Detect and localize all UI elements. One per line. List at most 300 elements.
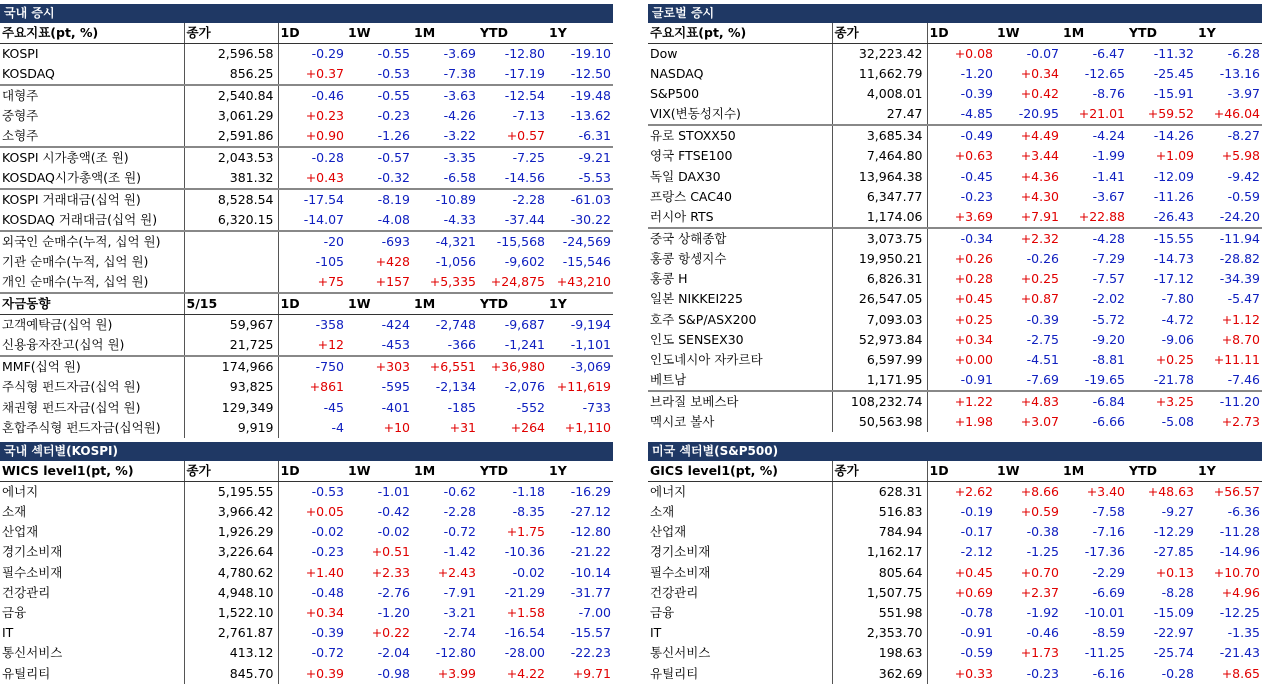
- table-row: [0, 64, 613, 85]
- global-market-table: [648, 23, 1262, 432]
- row-change: -7.25: [478, 147, 547, 168]
- domestic-market-table: [0, 23, 613, 438]
- row-change: -7.29: [1092, 251, 1125, 267]
- header-label: 주요지표(pt, %): [0, 23, 184, 44]
- row-close: 2,591.86: [184, 126, 278, 147]
- row-label: 일본 NIKKEI225: [648, 289, 832, 309]
- row-change: -1.20: [960, 66, 993, 82]
- row-close: 381.32: [184, 168, 278, 189]
- header-row: [648, 461, 1262, 482]
- row-change: -15.57: [570, 625, 611, 641]
- row-change: -7.58: [1092, 504, 1125, 520]
- table-row: [648, 269, 1262, 289]
- row-change: -0.42: [377, 504, 410, 520]
- row-label: 필수소비재: [648, 563, 832, 583]
- row-change: +0.05: [305, 504, 344, 520]
- row-change: -3.21: [443, 605, 476, 621]
- row-change: -12.50: [570, 66, 611, 81]
- row-change: +8.65: [1221, 665, 1260, 681]
- row-change: -22.97: [1153, 625, 1194, 641]
- row-change: -2,134: [435, 379, 476, 395]
- row-change: +46.04: [1213, 106, 1260, 122]
- row-change: +1,110: [564, 419, 611, 435]
- table-row: [0, 482, 613, 503]
- table-row: [648, 563, 1262, 583]
- table-row: [0, 44, 613, 65]
- row-change: -0.39: [960, 86, 993, 102]
- row-change: -2.76: [377, 584, 410, 600]
- row-change: -7.38: [443, 66, 476, 81]
- row-label: 유틸리티: [648, 664, 832, 684]
- header-period: 1M: [412, 293, 478, 315]
- header-row: [0, 23, 613, 44]
- header-period: 1W: [995, 23, 1061, 44]
- row-change: -0.02: [377, 524, 410, 540]
- row-change: -0.23: [960, 188, 993, 204]
- row-change: +0.70: [1020, 564, 1059, 580]
- row-close: 3,685.34: [832, 125, 927, 146]
- row-change: -11.20: [1196, 391, 1262, 412]
- row-change: -0.28: [1161, 665, 1194, 681]
- row-label: 주식형 펀드자금(십억 원): [0, 377, 184, 397]
- row-change: +157: [375, 274, 410, 290]
- row-change: -2.02: [1092, 291, 1125, 307]
- row-label: 인도 SENSEX30: [648, 330, 832, 350]
- header-period: 1Y: [547, 293, 613, 315]
- table-row: [648, 167, 1262, 187]
- header-period: 1M: [412, 23, 478, 44]
- row-label: S&P500: [648, 84, 832, 104]
- row-change: +12: [317, 337, 344, 353]
- row-label: 혼합주식형 펀드자금(십억원): [0, 418, 184, 438]
- row-label: 통신서비스: [0, 643, 184, 663]
- table-row: [0, 623, 613, 643]
- row-change: -4.28: [1061, 228, 1127, 249]
- row-label: NASDAQ: [648, 64, 832, 84]
- row-close: 2,761.87: [184, 623, 278, 643]
- row-label: IT: [0, 623, 184, 643]
- row-change: -1.41: [1092, 168, 1125, 184]
- row-change: +56.57: [1213, 484, 1260, 499]
- row-change: -19.48: [547, 85, 613, 106]
- row-change: -14.07: [303, 212, 344, 228]
- row-change: +59.52: [1147, 106, 1194, 122]
- table-row: [0, 522, 613, 542]
- row-close: 26,547.05: [832, 289, 927, 309]
- row-change: +9.71: [572, 665, 611, 681]
- table-row: [648, 623, 1262, 643]
- row-change: -358: [315, 317, 344, 333]
- row-close: 845.70: [184, 664, 278, 684]
- row-label: 유로 STOXX50: [648, 125, 832, 146]
- row-change: -16.29: [570, 484, 611, 499]
- row-label: 대형주: [0, 85, 184, 106]
- table-row: [648, 310, 1262, 330]
- row-change: -2,748: [435, 317, 476, 333]
- row-change: -17.19: [504, 66, 545, 81]
- row-change: -22.23: [570, 645, 611, 661]
- row-label: 건강관리: [648, 583, 832, 603]
- row-change: -13.16: [1219, 66, 1260, 82]
- row-change: -0.59: [1227, 188, 1260, 204]
- row-change: +1.73: [1020, 645, 1059, 661]
- row-change: -0.91: [960, 372, 993, 388]
- row-change: -10.01: [1084, 605, 1125, 621]
- row-change: -21.78: [1153, 372, 1194, 388]
- row-change: -34.39: [1219, 271, 1260, 287]
- row-close: 856.25: [184, 64, 278, 85]
- row-change: +0.13: [1155, 564, 1194, 580]
- row-close: 52,973.84: [832, 330, 927, 350]
- us-sector-table: [648, 461, 1262, 684]
- table-row: [648, 228, 1262, 249]
- row-close: [184, 252, 278, 272]
- row-change: -14.56: [504, 170, 545, 186]
- row-change: +264: [510, 419, 545, 435]
- row-label: 외국인 순매수(누적, 십억 원): [0, 231, 184, 252]
- row-label: 경기소비재: [648, 542, 832, 562]
- row-change: +0.45: [954, 564, 993, 580]
- table-row: [648, 64, 1262, 84]
- row-change: +2.32: [995, 228, 1061, 249]
- row-change: -0.55: [346, 85, 412, 106]
- row-label: 소형주: [0, 126, 184, 147]
- row-change: +0.51: [371, 544, 410, 560]
- table-row: [0, 315, 613, 336]
- row-change: +5,335: [429, 274, 476, 290]
- row-close: 1,522.10: [184, 603, 278, 623]
- row-close: 6,320.15: [184, 210, 278, 231]
- row-close: 50,563.98: [832, 412, 927, 432]
- row-label: 독일 DAX30: [648, 167, 832, 187]
- table-row: [0, 542, 613, 562]
- row-change: -0.45: [960, 168, 993, 184]
- row-change: -4.26: [443, 108, 476, 124]
- row-change: -19.65: [1084, 372, 1125, 388]
- row-change: +0.69: [954, 584, 993, 600]
- row-change: +36,980: [478, 356, 547, 377]
- row-change: -0.02: [311, 524, 344, 540]
- header-period: 1D: [927, 461, 995, 482]
- row-change: -15,546: [562, 254, 611, 270]
- row-change: -4,321: [412, 231, 478, 252]
- row-change: -20.95: [1018, 106, 1059, 122]
- row-change: -5.08: [1161, 414, 1194, 430]
- row-change: +0.25: [1020, 271, 1059, 287]
- row-change: +1.75: [506, 524, 545, 540]
- row-change: -37.44: [504, 212, 545, 228]
- row-label: 영국 FTSE100: [648, 146, 832, 166]
- row-change: +0.39: [305, 665, 344, 681]
- row-change: +0.33: [954, 665, 993, 681]
- row-change: +303: [346, 356, 412, 377]
- row-change: -4.24: [1061, 125, 1127, 146]
- row-change: -9,602: [504, 254, 545, 270]
- row-label: KOSPI 거래대금(십억 원): [0, 189, 184, 210]
- row-change: -0.72: [311, 645, 344, 661]
- row-close: 1,174.06: [832, 207, 927, 228]
- header-close: 종가: [184, 461, 278, 482]
- row-change: -1,241: [504, 337, 545, 353]
- table-row: [0, 664, 613, 684]
- row-change: +0.90: [305, 128, 344, 144]
- us-sector-panel: [648, 442, 1262, 684]
- row-change: +11,619: [556, 379, 611, 395]
- table-row: [648, 664, 1262, 684]
- row-label: KOSPI: [0, 44, 184, 65]
- row-change: +0.00: [954, 351, 993, 367]
- row-label: 홍콩 항셍지수: [648, 249, 832, 269]
- row-close: 1,162.17: [832, 542, 927, 562]
- row-change: -733: [582, 399, 611, 415]
- row-close: 59,967: [184, 315, 278, 336]
- row-change: -17.36: [1084, 544, 1125, 560]
- row-change: -0.57: [346, 147, 412, 168]
- row-close: 93,825: [184, 377, 278, 397]
- row-change: +43,210: [556, 274, 611, 290]
- row-label: MMF(십억 원): [0, 356, 184, 377]
- header-period: 1D: [927, 23, 995, 44]
- row-change: -4.08: [377, 212, 410, 228]
- row-change: -3.22: [443, 128, 476, 144]
- row-change: +8.66: [1020, 484, 1059, 499]
- row-close: 2,353.70: [832, 623, 927, 643]
- row-change: +22.88: [1078, 208, 1125, 224]
- row-label: IT: [648, 623, 832, 643]
- row-change: -1.42: [443, 544, 476, 560]
- row-change: -2.75: [1026, 331, 1059, 347]
- row-change: -693: [346, 231, 412, 252]
- row-change: -0.23: [377, 108, 410, 124]
- row-label: KOSDAQ 거래대금(십억 원): [0, 210, 184, 231]
- header-label: 자금동향: [0, 293, 184, 315]
- row-change: +75: [317, 274, 344, 290]
- table-row: [648, 249, 1262, 269]
- row-close: 129,349: [184, 398, 278, 418]
- row-change: -0.38: [1026, 524, 1059, 540]
- header-period: 1W: [995, 461, 1061, 482]
- row-label: 베트남: [648, 370, 832, 391]
- row-change: -12.80: [504, 46, 545, 61]
- row-change: +0.34: [305, 605, 344, 621]
- row-close: 21,725: [184, 335, 278, 356]
- row-change: -11.26: [1153, 188, 1194, 204]
- row-change: -453: [381, 337, 410, 353]
- row-change: -6.16: [1092, 665, 1125, 681]
- row-change: -0.29: [311, 46, 344, 61]
- row-change: -105: [315, 254, 344, 270]
- row-change: +1.58: [506, 605, 545, 621]
- header-row: [0, 461, 613, 482]
- row-change: +0.57: [506, 128, 545, 144]
- row-change: -17.54: [278, 189, 346, 210]
- header-period: 1Y: [547, 23, 613, 44]
- row-label: 채권형 펀드자금(십억 원): [0, 398, 184, 418]
- row-change: -4.72: [1161, 311, 1194, 327]
- row-change: -1.99: [1092, 148, 1125, 164]
- panel-title: 글로벌 증시: [648, 4, 1262, 23]
- header-row: [648, 23, 1262, 44]
- row-change: -1.92: [1026, 605, 1059, 621]
- row-change: -12.29: [1153, 524, 1194, 540]
- table-row: [648, 603, 1262, 623]
- row-change: +2.37: [1020, 584, 1059, 600]
- row-close: 2,043.53: [184, 147, 278, 168]
- row-change: +24,875: [490, 274, 545, 290]
- row-change: -0.72: [443, 524, 476, 540]
- row-label: 에너지: [648, 482, 832, 503]
- row-change: -1.20: [377, 605, 410, 621]
- row-close: 9,919: [184, 418, 278, 438]
- row-change: +0.37: [305, 66, 344, 81]
- row-close: 784.94: [832, 522, 927, 542]
- row-change: +0.34: [1020, 66, 1059, 82]
- row-change: +0.63: [954, 148, 993, 164]
- row-change: -1,101: [570, 337, 611, 353]
- row-change: -45: [323, 399, 344, 415]
- kospi-sector-table: [0, 461, 613, 684]
- row-label: 브라질 보베스타: [648, 391, 832, 412]
- header-period: 1W: [346, 461, 412, 482]
- row-change: -0.39: [1026, 311, 1059, 327]
- row-change: -5.53: [578, 170, 611, 186]
- row-change: -2.28: [478, 189, 547, 210]
- row-change: -0.78: [960, 605, 993, 621]
- table-row: [0, 643, 613, 663]
- row-change: -6.36: [1227, 504, 1260, 520]
- row-change: -14.73: [1153, 251, 1194, 267]
- row-change: -0.26: [1026, 251, 1059, 267]
- row-change: +2.43: [437, 564, 476, 580]
- table-row: [0, 398, 613, 418]
- row-label: 산업재: [0, 522, 184, 542]
- row-label: KOSDAQ: [0, 64, 184, 85]
- table-row: [0, 335, 613, 356]
- row-change: -8.59: [1092, 625, 1125, 641]
- header-label: GICS level1(pt, %): [648, 461, 832, 482]
- row-change: -0.62: [443, 484, 476, 499]
- row-change: -28.82: [1219, 251, 1260, 267]
- table-row: [0, 252, 613, 272]
- row-change: +5.98: [1221, 148, 1260, 164]
- row-close: 413.12: [184, 643, 278, 663]
- row-change: -13.62: [570, 108, 611, 124]
- panel-title: 미국 섹터별(S&P500): [648, 442, 1262, 461]
- row-change: +8.70: [1221, 331, 1260, 347]
- table-row: [648, 330, 1262, 350]
- table-row: [0, 377, 613, 397]
- table-row: [648, 391, 1262, 412]
- table-row: [0, 189, 613, 210]
- row-close: 11,662.79: [832, 64, 927, 84]
- row-change: -5.72: [1092, 311, 1125, 327]
- row-change: -1.18: [512, 484, 545, 499]
- row-change: -3.35: [412, 147, 478, 168]
- row-change: -401: [381, 399, 410, 415]
- row-change: -9.21: [547, 147, 613, 168]
- row-close: 19,950.21: [832, 249, 927, 269]
- row-label: Dow: [648, 44, 832, 65]
- row-change: -3.69: [443, 46, 476, 61]
- header-period: 1Y: [1196, 461, 1262, 482]
- row-close: 551.98: [832, 603, 927, 623]
- table-row: [648, 44, 1262, 65]
- header-period: 1W: [346, 23, 412, 44]
- row-change: -6.66: [1092, 414, 1125, 430]
- header-period: YTD: [478, 23, 547, 44]
- row-change: -0.53: [311, 484, 344, 499]
- row-change: -9.42: [1227, 168, 1260, 184]
- row-change: +0.45: [954, 291, 993, 307]
- header-period: 1M: [412, 461, 478, 482]
- row-change: -0.32: [377, 170, 410, 186]
- row-close: 6,597.99: [832, 350, 927, 370]
- table-row: [0, 147, 613, 168]
- row-change: -3,069: [547, 356, 613, 377]
- row-change: -7.13: [512, 108, 545, 124]
- row-change: -0.46: [278, 85, 346, 106]
- header-label: 주요지표(pt, %): [648, 23, 832, 44]
- table-row: [0, 603, 613, 623]
- row-change: +10: [383, 419, 410, 435]
- row-change: -25.45: [1153, 66, 1194, 82]
- row-change: -8.35: [512, 504, 545, 520]
- row-change: -4.51: [1026, 351, 1059, 367]
- row-change: -2.12: [960, 544, 993, 560]
- row-change: +0.59: [1020, 504, 1059, 520]
- table-row: [648, 289, 1262, 309]
- row-change: -12.54: [478, 85, 547, 106]
- row-label: 중국 상해종합: [648, 228, 832, 249]
- row-change: -6.31: [578, 128, 611, 144]
- row-close: 362.69: [832, 664, 927, 684]
- row-label: 홍콩 H: [648, 269, 832, 289]
- row-change: +1.98: [954, 414, 993, 430]
- row-change: -185: [447, 399, 476, 415]
- table-row: [0, 356, 613, 377]
- row-change: -2.28: [443, 504, 476, 520]
- row-change: -1.26: [377, 128, 410, 144]
- row-change: -15.09: [1153, 605, 1194, 621]
- table-row: [648, 502, 1262, 522]
- row-change: -0.34: [927, 228, 995, 249]
- row-change: -3.67: [1092, 188, 1125, 204]
- row-change: -1.25: [1026, 544, 1059, 560]
- row-change: +861: [309, 379, 344, 395]
- header-period: 1W: [346, 293, 412, 315]
- table-row: [0, 563, 613, 583]
- row-close: 4,008.01: [832, 84, 927, 104]
- row-change: -11.25: [1084, 645, 1125, 661]
- row-change: +4.30: [1020, 188, 1059, 204]
- row-change: -0.07: [1026, 46, 1059, 61]
- row-close: 628.31: [832, 482, 927, 503]
- table-row: [648, 146, 1262, 166]
- row-change: +2.62: [954, 484, 993, 499]
- table-row: [0, 418, 613, 438]
- panel-title: 국내 섹터별(KOSPI): [0, 442, 613, 461]
- row-label: 건강관리: [0, 583, 184, 603]
- row-change: -8.81: [1092, 351, 1125, 367]
- row-change: +0.28: [954, 271, 993, 287]
- row-change: -8.27: [1196, 125, 1262, 146]
- row-change: -1.01: [377, 484, 410, 499]
- row-change: -31.77: [570, 584, 611, 600]
- row-change: -4: [331, 419, 344, 435]
- row-close: 2,596.58: [184, 44, 278, 65]
- row-change: -9,194: [570, 317, 611, 333]
- header-period: YTD: [478, 293, 547, 315]
